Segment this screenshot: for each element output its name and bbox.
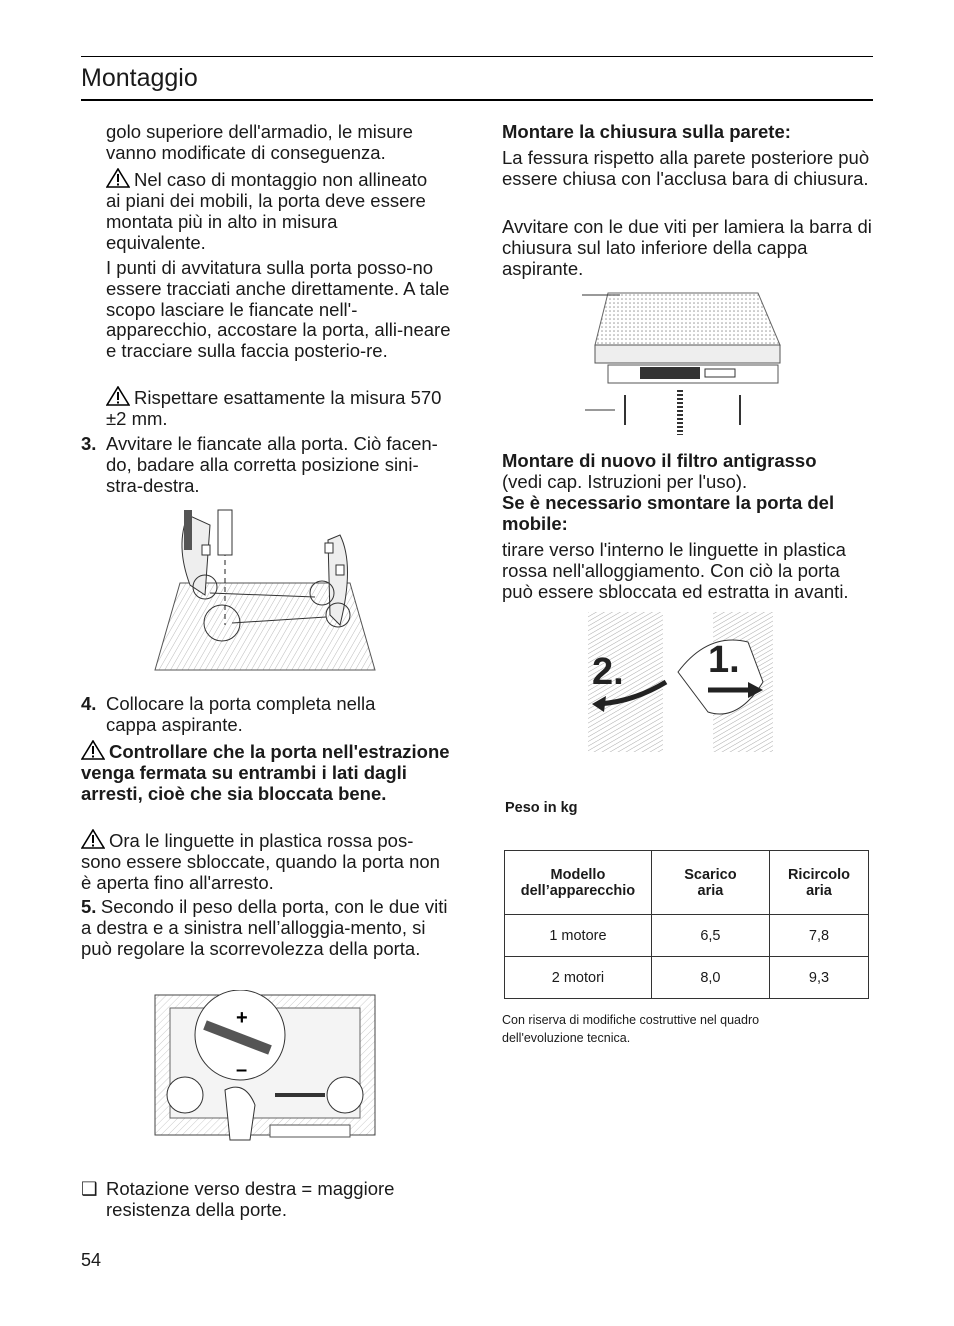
table-cell-recirculation: 7,8 (769, 915, 868, 957)
step-label-2: 2. (592, 651, 624, 693)
page-number: 54 (81, 1250, 102, 1270)
table-cell-model: 1 motore (505, 915, 652, 957)
left-warning-3 (81, 740, 451, 805)
step-3-text: Avvitare le fiancate alla porta. Ciò facen-do, badare alla corretta posizione sini-stra-destra. (106, 433, 438, 496)
bullet-text: Rotazione verso destra = maggiore resistenza della porte. (106, 1178, 395, 1220)
table-header-row (505, 851, 869, 915)
bullet-rotation (81, 1179, 441, 1221)
right-para-1: La fessura rispetto alla parete posteriore può essere chiusa con l'acclusa bara di chiusura. (502, 147, 870, 189)
figure-unlock-door (588, 612, 773, 752)
checkbox-icon: ❑ (81, 1178, 98, 1199)
warning-text: Rispettare esattamente la misura 570 ±2 mm. (106, 387, 442, 429)
heading-grease-filter-block (502, 451, 872, 493)
table-header-recirculation: Ricircolo aria (769, 851, 868, 915)
warning-text: Controllare che la porta nell'estrazione venga fermata su entrambi i lati dagli arresti, cioè che sia bloccata bene. (81, 741, 450, 804)
table-cell-model: 2 motori (505, 957, 652, 999)
left-warning-2 (106, 386, 451, 430)
warning-text: Nel caso di montaggio non allineato ai piani dei mobili, la porta deve essere montata più in alto in misura equivalente. (106, 169, 428, 253)
table-cell-exhaust: 8,0 (651, 957, 769, 999)
table-header-exhaust: Scarico aria (651, 851, 769, 915)
weight-table (504, 850, 869, 999)
table-row (505, 957, 869, 999)
minus-sign: – (236, 1059, 248, 1081)
step-5 (81, 897, 453, 960)
top-rule (81, 56, 873, 57)
warning-text: Ora le linguette in plastica rossa pos-sono essere sbloccate, quando la porta non è aperta fino all'arresto. (81, 830, 440, 893)
table-cell-recirculation: 9,3 (769, 957, 868, 999)
table-cell-exhaust: 6,5 (651, 915, 769, 957)
warning-icon (81, 829, 105, 849)
plus-sign: + (236, 1007, 248, 1029)
step-label-1: 1. (708, 639, 740, 681)
step-4-text: Collocare la porta completa nella cappa aspirante. (106, 693, 376, 735)
weight-title: Peso in kg (505, 800, 578, 816)
figure-adjust-screws (150, 990, 380, 1160)
figure-closure-bar (580, 285, 795, 440)
header-rule (81, 99, 873, 101)
heading-grease-filter: Montare di nuovo il filtro antigrasso (502, 450, 817, 471)
warning-icon (81, 740, 105, 760)
step-5-text: Secondo il peso della porta, con le due viti a destra e a sinistra nell’alloggia-mento, si può regolare la scorrevolezza della porta. (81, 896, 448, 959)
step-5-number: 5. (81, 896, 97, 917)
heading-grease-filter-note: (vedi cap. Istruzioni per l'uso). (502, 470, 748, 492)
warning-icon (106, 168, 130, 188)
warning-icon (106, 386, 130, 406)
left-para-2: I punti di avvitatura sulla porta posso-no essere tracciati anche direttamente. A tale scopo lasciare le fiancate nell'-apparecchio, accostare la porta, alli-neare e tracciare sulla faccia posterio-re. (106, 257, 451, 362)
left-para-1: golo superiore dell'armadio, le misure vanno modificate di conseguenza. (106, 121, 413, 163)
right-para-3: tirare verso l'interno le linguette in plastica rossa nell'alloggiamento. Con ciò la porta può essere sbloccata ed estratta in avanti. (502, 539, 849, 602)
left-warning-4 (81, 829, 453, 894)
page-title: Montaggio (81, 64, 198, 92)
figure-side-panels (150, 505, 380, 675)
heading-remove-door: Se è necessario smontare la porta del mobile: (502, 492, 835, 534)
table-row (505, 915, 869, 957)
heading-wall-closure: Montare la chiusura sulla parete: (502, 121, 791, 142)
step-4-number: 4. (81, 693, 97, 714)
table-header-model: Modello dell’apparecchio (505, 851, 652, 915)
left-warning-1 (106, 168, 436, 254)
step-3-number: 3. (81, 433, 97, 454)
footnote: Con riserva di modifiche costruttive nel quadro dell'evoluzione tecnica. (502, 1013, 760, 1045)
right-para-2: Avvitare con le due viti per lamiera la barra di chiusura sul lato inferiore della cappa aspirante. (502, 216, 872, 279)
